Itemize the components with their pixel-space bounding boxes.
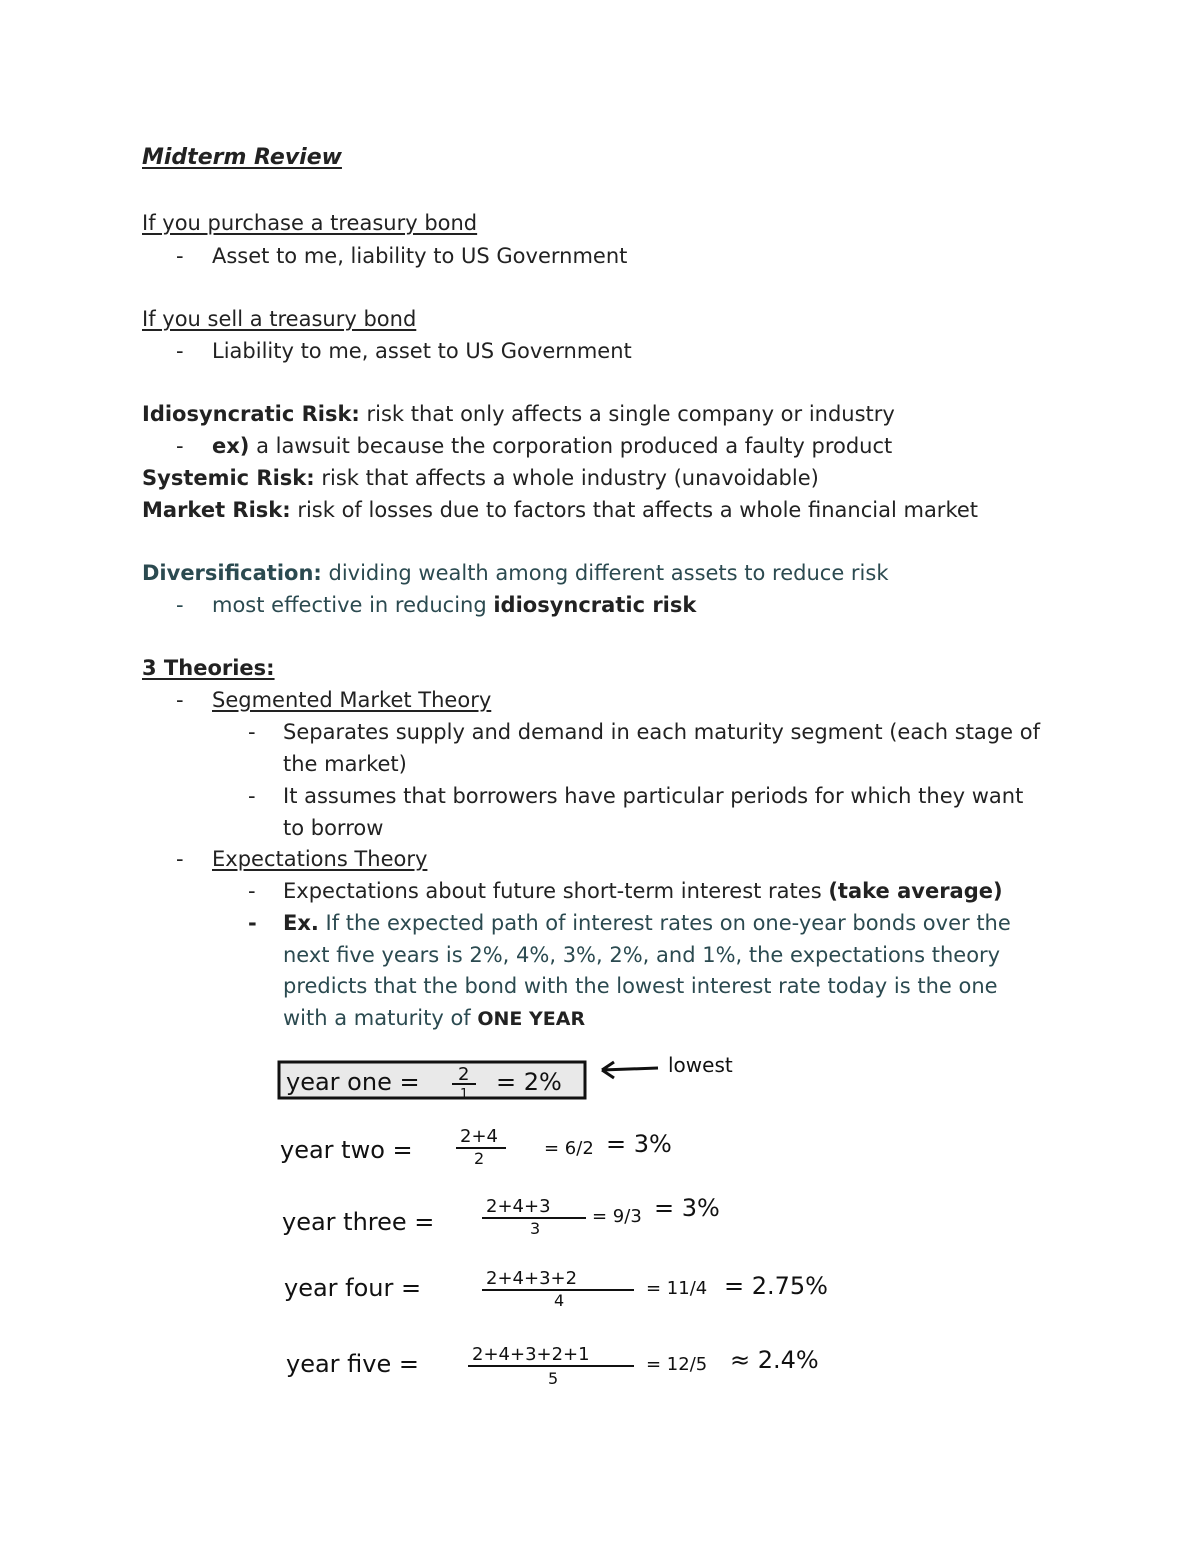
bullet-dash: - — [176, 847, 184, 871]
handwritten-calculations — [270, 1050, 890, 1400]
bullet-dash: - — [176, 434, 184, 458]
row-intermediate: = 9/3 — [592, 1206, 642, 1227]
row-label: year five = — [286, 1350, 419, 1378]
bullet-dash: - — [248, 784, 256, 808]
segmented-bullet-2-line-2: to borrow — [283, 816, 384, 840]
expectations-example-line-1 — [283, 908, 1011, 938]
example-text: a lawsuit because the corporation produced a faulty product — [249, 434, 893, 458]
bullet-dash: - — [176, 593, 184, 617]
bullet-dash: - — [248, 911, 257, 935]
expectations-example-label: Ex. — [283, 911, 319, 935]
expectations-example-answer: ONE YEAR — [477, 1008, 586, 1030]
row-result: = 2.75% — [724, 1272, 828, 1300]
row-numerator: 2+4+3+2+1 — [472, 1344, 590, 1365]
bullet-dash: - — [176, 244, 184, 268]
arrow-icon — [602, 1062, 658, 1078]
idiosyncratic-term: Idiosyncratic Risk: — [142, 402, 360, 426]
row-result: = 2% — [496, 1068, 562, 1096]
row-denominator: 5 — [548, 1369, 559, 1388]
page-title: Midterm Review — [142, 145, 342, 170]
row-result: = 3% — [654, 1194, 720, 1222]
row-numerator: 2+4 — [460, 1126, 498, 1147]
market-term: Market Risk: — [142, 498, 291, 522]
bullet-dash: - — [248, 720, 256, 744]
expectations-bullet-1-bold: (take average) — [828, 879, 1003, 903]
row-result: = 3% — [606, 1130, 672, 1158]
market-risk-definition — [142, 495, 978, 525]
row-numerator: 2 — [458, 1064, 470, 1085]
systemic-def: risk that affects a whole industry (unavoidable) — [314, 466, 819, 490]
buy-bullet: Asset to me, liability to US Government — [212, 244, 628, 268]
diversification-def: dividing wealth among different assets to reduce risk — [321, 561, 889, 585]
bullet-dash: - — [248, 879, 256, 903]
systemic-term: Systemic Risk: — [142, 466, 315, 490]
example-label: ex) — [212, 434, 250, 458]
row-result: ≈ 2.4% — [730, 1346, 819, 1374]
row-numerator: 2+4+3+2 — [486, 1268, 578, 1289]
row-intermediate: = 6/2 — [544, 1138, 594, 1159]
segmented-bullet-1-line-1: Separates supply and demand in each maturity segment (each stage of — [283, 720, 1040, 744]
expectations-bullet-1 — [283, 876, 1003, 906]
expectations-theory-name: Expectations Theory — [212, 847, 428, 871]
bullet-dash: - — [176, 339, 184, 363]
idiosyncratic-def: risk that only affects a single company or industry — [359, 402, 895, 426]
row-denominator: 1 — [460, 1087, 469, 1102]
diversification-bullet-bold: idiosyncratic risk — [493, 593, 697, 617]
row-denominator: 3 — [530, 1219, 541, 1238]
diversification-definition — [142, 558, 888, 588]
expectations-example-line-4-text: with a maturity of — [283, 1006, 478, 1030]
systemic-risk-definition — [142, 463, 819, 493]
diversification-term: Diversification: — [142, 561, 322, 585]
row-denominator: 4 — [554, 1291, 565, 1310]
expectations-example-line-3: predicts that the bond with the lowest interest rate today is the one — [283, 974, 998, 998]
diversification-bullet — [212, 590, 696, 620]
segmented-bullet-1-line-2: the market) — [283, 752, 407, 776]
sell-bullet: Liability to me, asset to US Government — [212, 339, 632, 363]
row-intermediate: = 12/5 — [646, 1354, 708, 1375]
row-label: year two = — [280, 1136, 413, 1164]
row-label: year one = — [286, 1068, 420, 1096]
expectations-example-line-2: next five years is 2%, 4%, 3%, 2%, and 1%, the expectations theory — [283, 943, 1001, 967]
segmented-bullet-2-line-1: It assumes that borrowers have particular periods for which they want — [283, 784, 1024, 808]
sell-heading: If you sell a treasury bond — [142, 307, 417, 331]
row-label: year four = — [284, 1274, 422, 1302]
diversification-bullet-text: most effective in reducing — [212, 593, 494, 617]
row-label: year three = — [282, 1208, 435, 1236]
expectations-example-line-4 — [283, 1003, 585, 1034]
row-numerator: 2+4+3 — [486, 1196, 551, 1217]
row-denominator: 2 — [474, 1149, 485, 1168]
bullet-dash: - — [176, 688, 184, 712]
idiosyncratic-example — [212, 431, 892, 461]
expectations-bullet-1-text: Expectations about future short-term interest rates — [283, 879, 829, 903]
arrow-note: lowest — [668, 1053, 733, 1077]
segmented-theory-name: Segmented Market Theory — [212, 688, 492, 712]
idiosyncratic-risk-definition — [142, 399, 895, 429]
row-intermediate: = 11/4 — [646, 1278, 708, 1299]
buy-heading: If you purchase a treasury bond — [142, 211, 478, 235]
expectations-example-text: If the expected path of interest rates on one-year bonds over the — [318, 911, 1011, 935]
theories-heading: 3 Theories: — [142, 656, 275, 680]
market-def: risk of losses due to factors that affects a whole financial market — [290, 498, 979, 522]
